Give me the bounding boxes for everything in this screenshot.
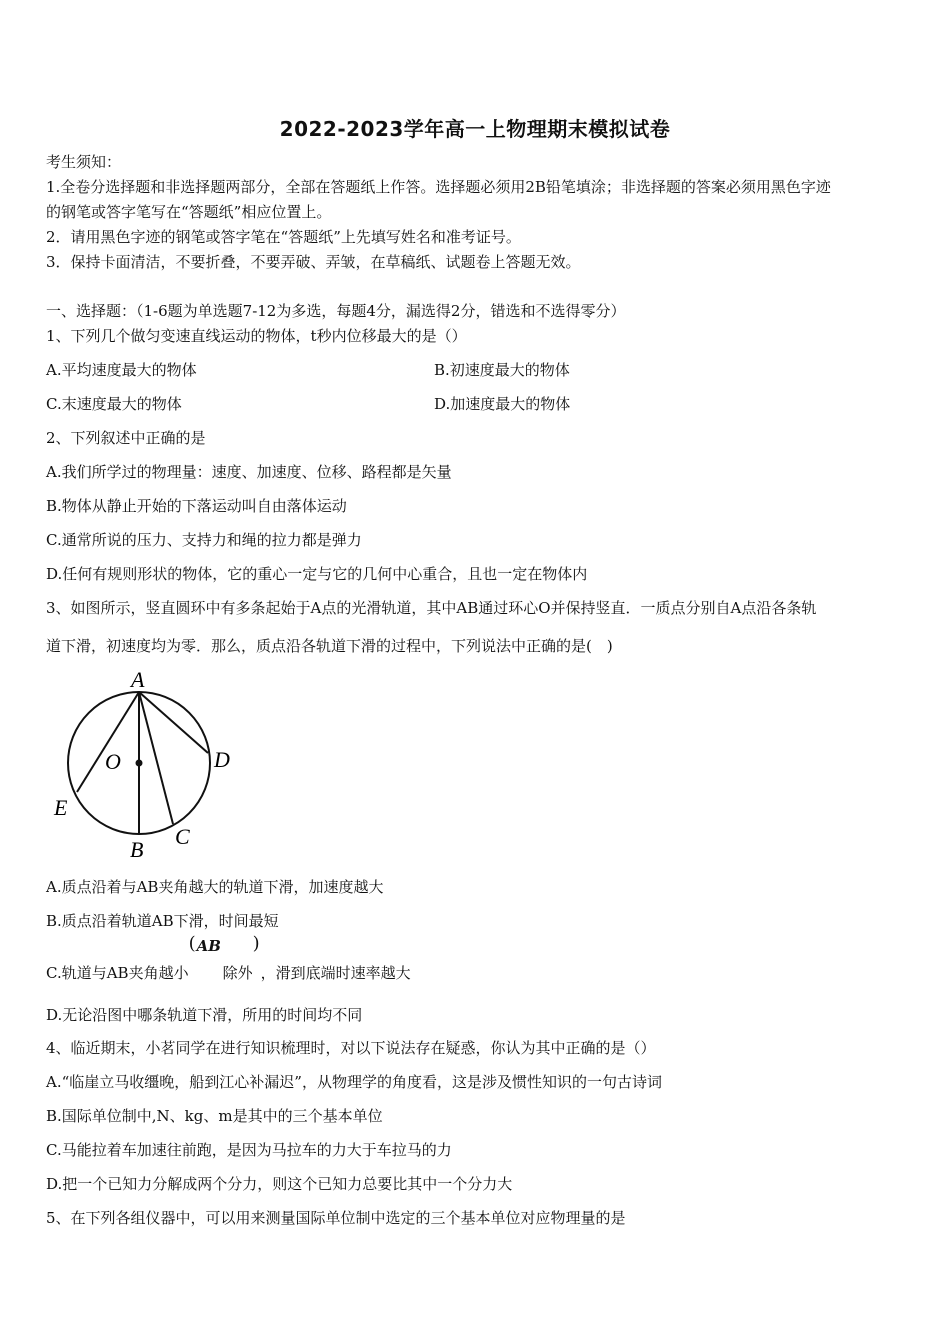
notice-item-1: 1.全卷分选择题和非选择题两部分，全部在答题纸上作答。选择题必须用2B铅笔填涂；非选择题的答案必须用黑色字迹 xyxy=(46,178,831,196)
question-4-option-a: A.“临崖立马收缰晚，船到江心补漏迟”，从物理学的角度看，这是涉及惯性知识的一句古诗词 xyxy=(46,1073,662,1091)
notice-item-3: 3．保持卡面清洁，不要折叠，不要弄破、弄皱，在草稿纸、试题卷上答题无效。 xyxy=(46,253,581,271)
question-2-option-a: A.我们所学过的物理量：速度、加速度、位移、路程都是矢量 xyxy=(46,463,452,481)
question-4-stem: 4、临近期末，小茗同学在进行知识梳理时，对以下说法存在疑惑，你认为其中正确的是（） xyxy=(46,1039,656,1057)
option-c-paren-text: AB xyxy=(196,937,221,955)
track-ae xyxy=(77,692,139,792)
question-2-option-d: D.任何有规则形状的物体，它的重心一定与它的几何中心重合，且也一定在物体内 xyxy=(46,565,588,583)
question-3-stem-line-2: 道下滑，初速度均为零．那么，质点沿各轨道下滑的过程中，下列说法中正确的是( ) xyxy=(46,637,613,655)
question-5-stem: 5、在下列各组仪器中，可以用来测量国际单位制中选定的三个基本单位对应物理量的是 xyxy=(46,1209,626,1227)
label-e: E xyxy=(54,795,68,820)
page-title: 2022-2023学年高一上物理期末模拟试卷 xyxy=(279,117,671,141)
option-c-middle: 除外 xyxy=(222,964,253,982)
option-c-suffix: ，滑到底端时速率越大 xyxy=(260,964,411,982)
notice-heading: 考生须知： xyxy=(46,153,122,171)
center-point xyxy=(136,760,143,767)
notice-item-2: 2．请用黑色字迹的钢笔或答字笔在“答题纸”上先填写姓名和准考证号。 xyxy=(46,228,521,246)
label-d: D xyxy=(214,747,230,772)
label-o: O xyxy=(105,749,121,774)
question-1-option-b: B.初速度最大的物体 xyxy=(434,361,570,379)
question-1-stem: 1、下列几个做匀变速直线运动的物体，t秒内位移最大的是（） xyxy=(46,327,467,345)
question-3-option-c xyxy=(46,933,411,983)
question-3-option-b: B.质点沿着轨道AB下滑，时间最短 xyxy=(46,912,279,930)
question-2-option-b: B.物体从静止开始的下落运动叫自由落体运动 xyxy=(46,497,347,515)
question-3-option-a: A.质点沿着与AB夹角越大的轨道下滑，加速度越大 xyxy=(46,878,384,896)
circle-track-diagram xyxy=(48,664,248,864)
label-a: A xyxy=(131,667,145,692)
option-c-close-paren: ) xyxy=(252,933,260,954)
question-3-option-d: D.无论沿图中哪条轨道下滑，所用的时间均不同 xyxy=(46,1006,363,1024)
question-1-option-c: C.末速度最大的物体 xyxy=(46,395,182,413)
question-3-stem-line-1: 3、如图所示，竖直圆环中有多条起始于A点的光滑轨道，其中AB通过环心O并保持竖直．一质点分别自A点沿各条轨 xyxy=(46,599,817,617)
track-ac xyxy=(139,692,173,824)
notice-item-1-cont: 的钢笔或答字笔写在“答题纸”相应位置上。 xyxy=(46,203,332,221)
question-4-option-b: B.国际单位制中,N、kg、m是其中的三个基本单位 xyxy=(46,1107,383,1125)
label-b: B xyxy=(130,837,144,862)
question-2-option-c: C.通常所说的压力、支持力和绳的拉力都是弹力 xyxy=(46,531,362,549)
option-c-superscript: ( AB xyxy=(188,933,221,955)
label-c: C xyxy=(175,824,190,849)
question-1-option-d: D.加速度最大的物体 xyxy=(434,395,571,413)
question-4-option-c: C.马能拉着车加速往前跑，是因为马拉车的力大于车拉马的力 xyxy=(46,1141,452,1159)
question-1-option-a: A.平均速度最大的物体 xyxy=(46,361,197,379)
question-4-option-d: D.把一个已知力分解成两个分力，则这个已知力总要比其中一个分力大 xyxy=(46,1175,513,1193)
question-2-stem: 2、下列叙述中正确的是 xyxy=(46,429,206,447)
option-c-prefix: C.轨道与AB夹角越小 xyxy=(46,964,189,982)
section-heading: 一、选择题：（1-6题为单选题7-12为多选，每题4分，漏选得2分，错选和不选得零分） xyxy=(46,302,626,320)
